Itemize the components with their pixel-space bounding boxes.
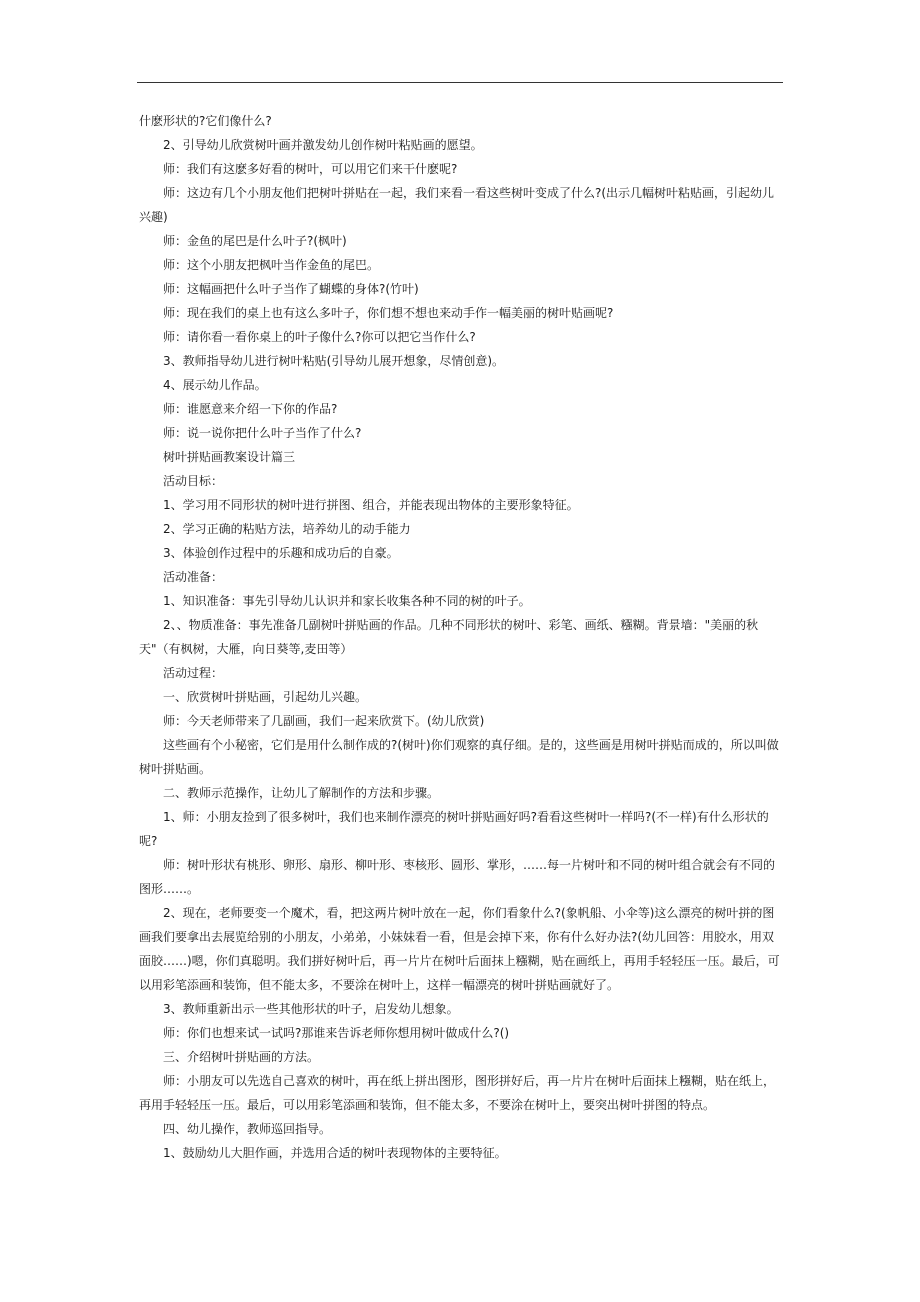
paragraph: 活动目标： (163, 474, 224, 488)
paragraph: 师：树叶形状有桃形、卵形、扇形、柳叶形、枣核形、圆形、掌形，……每一片树叶和不同的树叶组合就会有不同的图形……。 (139, 858, 776, 896)
paragraph: 三、介绍树叶拼贴画的方法。 (163, 1050, 320, 1064)
paragraph: 二、教师示范操作，让幼儿了解制作的方法和步骤。 (163, 786, 440, 800)
paragraph: 活动过程： (163, 666, 224, 680)
paragraph: 师：这幅画把什么叶子当作了蝴蝶的身体?(竹叶) (163, 282, 419, 296)
header-rule (137, 82, 783, 83)
paragraph: 这些画有个小秘密，它们是用什么制作成的?(树叶)你们观察的真仔细。是的，这些画是用树叶拼贴而成的，所以叫做树叶拼贴画。 (139, 738, 779, 776)
paragraph: 师：我们有这麽多好看的树叶，可以用它们来干什麽呢? (163, 162, 458, 176)
paragraph: 师：说一说你把什么叶子当作了什么? (163, 426, 362, 440)
paragraph: 师：金鱼的尾巴是什么叶子?(枫叶) (163, 234, 347, 248)
paragraph: 师：你们也想来试一试吗?那谁来告诉老师你想用树叶做成什么?() (163, 1026, 510, 1040)
paragraph: 师：谁愿意来介绍一下你的作品? (163, 402, 338, 416)
paragraph: 师：今天老师带来了几副画，我们一起来欣赏下。(幼儿欣赏) (163, 714, 485, 728)
paragraph: 4、展示幼儿作品。 (163, 378, 267, 392)
paragraph: 3、体验创作过程中的乐趣和成功后的自豪。 (163, 546, 399, 560)
paragraph: 2、引导幼儿欣赏树叶画并激发幼儿创作树叶粘贴画的愿望。 (163, 138, 483, 152)
paragraph: 师：小朋友可以先选自己喜欢的树叶，再在纸上拼出图形，图形拼好后，再一片片在树叶后面抹上糨糊，贴在纸上，再用手轻轻压一压。最后，可以用彩笔添画和装饰，但不能太多，不要涂在树叶上，要突出树叶拼图的特点。 (139, 1074, 776, 1112)
paragraph: 1、知识准备：事先引导幼儿认识并和家长收集各种不同的树的叶子。 (163, 594, 531, 608)
paragraph: 2、现在，老师要变一个魔术，看，把这两片树叶放在一起，你们看象什么?(象帆船、小伞等)这么漂亮的树叶拼的图画我们要拿出去展览给别的小朋友，小弟弟，小妹妹看一看，但是会掉下来，你有什么好办法?(幼儿回答：用胶水，用双面胶……)嗯，你们真聪明。我们拼好树叶后，再一片片在树叶后面抹上糨糊，贴在画纸上，再用手轻轻压一压。最后，可以用彩笔添画和装饰，但不能太多，不要涂在树叶上，这样一幅漂亮的树叶拼贴画就好了。 (139, 906, 780, 992)
paragraph: 师：现在我们的桌上也有这么多叶子，你们想不想也来动手作一幅美丽的树叶贴画呢? (163, 306, 614, 320)
paragraph: 2、学习正确的粘贴方法，培养幼儿的动手能力 (163, 522, 411, 536)
paragraph: 2、、物质准备：事先准备几副树叶拼贴画的作品。几种不同形状的树叶、彩笔、画纸、糨糊。背景墙："美丽的秋天"（有枫树，大雁，向日葵等,麦田等） (139, 618, 759, 656)
paragraph: 3、教师指导幼儿进行树叶粘贴(引导幼儿展开想象，尽情创意)。 (163, 354, 505, 368)
paragraph: 活动准备： (163, 570, 224, 584)
paragraph: 1、师：小朋友捡到了很多树叶，我们也来制作漂亮的树叶拼贴画好吗?看看这些树叶一样吗?(不一样)有什么形状的呢? (139, 810, 769, 848)
paragraph: 什麽形状的?它们像什么? (139, 114, 272, 128)
paragraph: 1、学习用不同形状的树叶进行拼图、组合，并能表现出物体的主要形象特征。 (163, 498, 579, 512)
paragraph: 四、幼儿操作，教师巡回指导。 (163, 1122, 332, 1136)
paragraph: 3、教师重新出示一些其他形状的叶子，启发幼儿想象。 (163, 1002, 459, 1016)
paragraph: 师：请你看一看你桌上的叶子像什么?你可以把它当作什么? (163, 330, 476, 344)
paragraph: 一、欣赏树叶拼贴画，引起幼儿兴趣。 (163, 690, 368, 704)
document-body (139, 109, 783, 1165)
paragraph: 师：这边有几个小朋友他们把树叶拼贴在一起，我们来看一看这些树叶变成了什么?(出示几幅树叶粘贴画，引起幼儿兴趣) (139, 186, 775, 224)
paragraph: 师：这个小朋友把枫叶当作金鱼的尾巴。 (163, 258, 380, 272)
paragraph: 1、鼓励幼儿大胆作画，并选用合适的树叶表现物体的主要特征。 (163, 1146, 507, 1160)
paragraph: 树叶拼贴画教案设计篇三 (163, 450, 296, 464)
